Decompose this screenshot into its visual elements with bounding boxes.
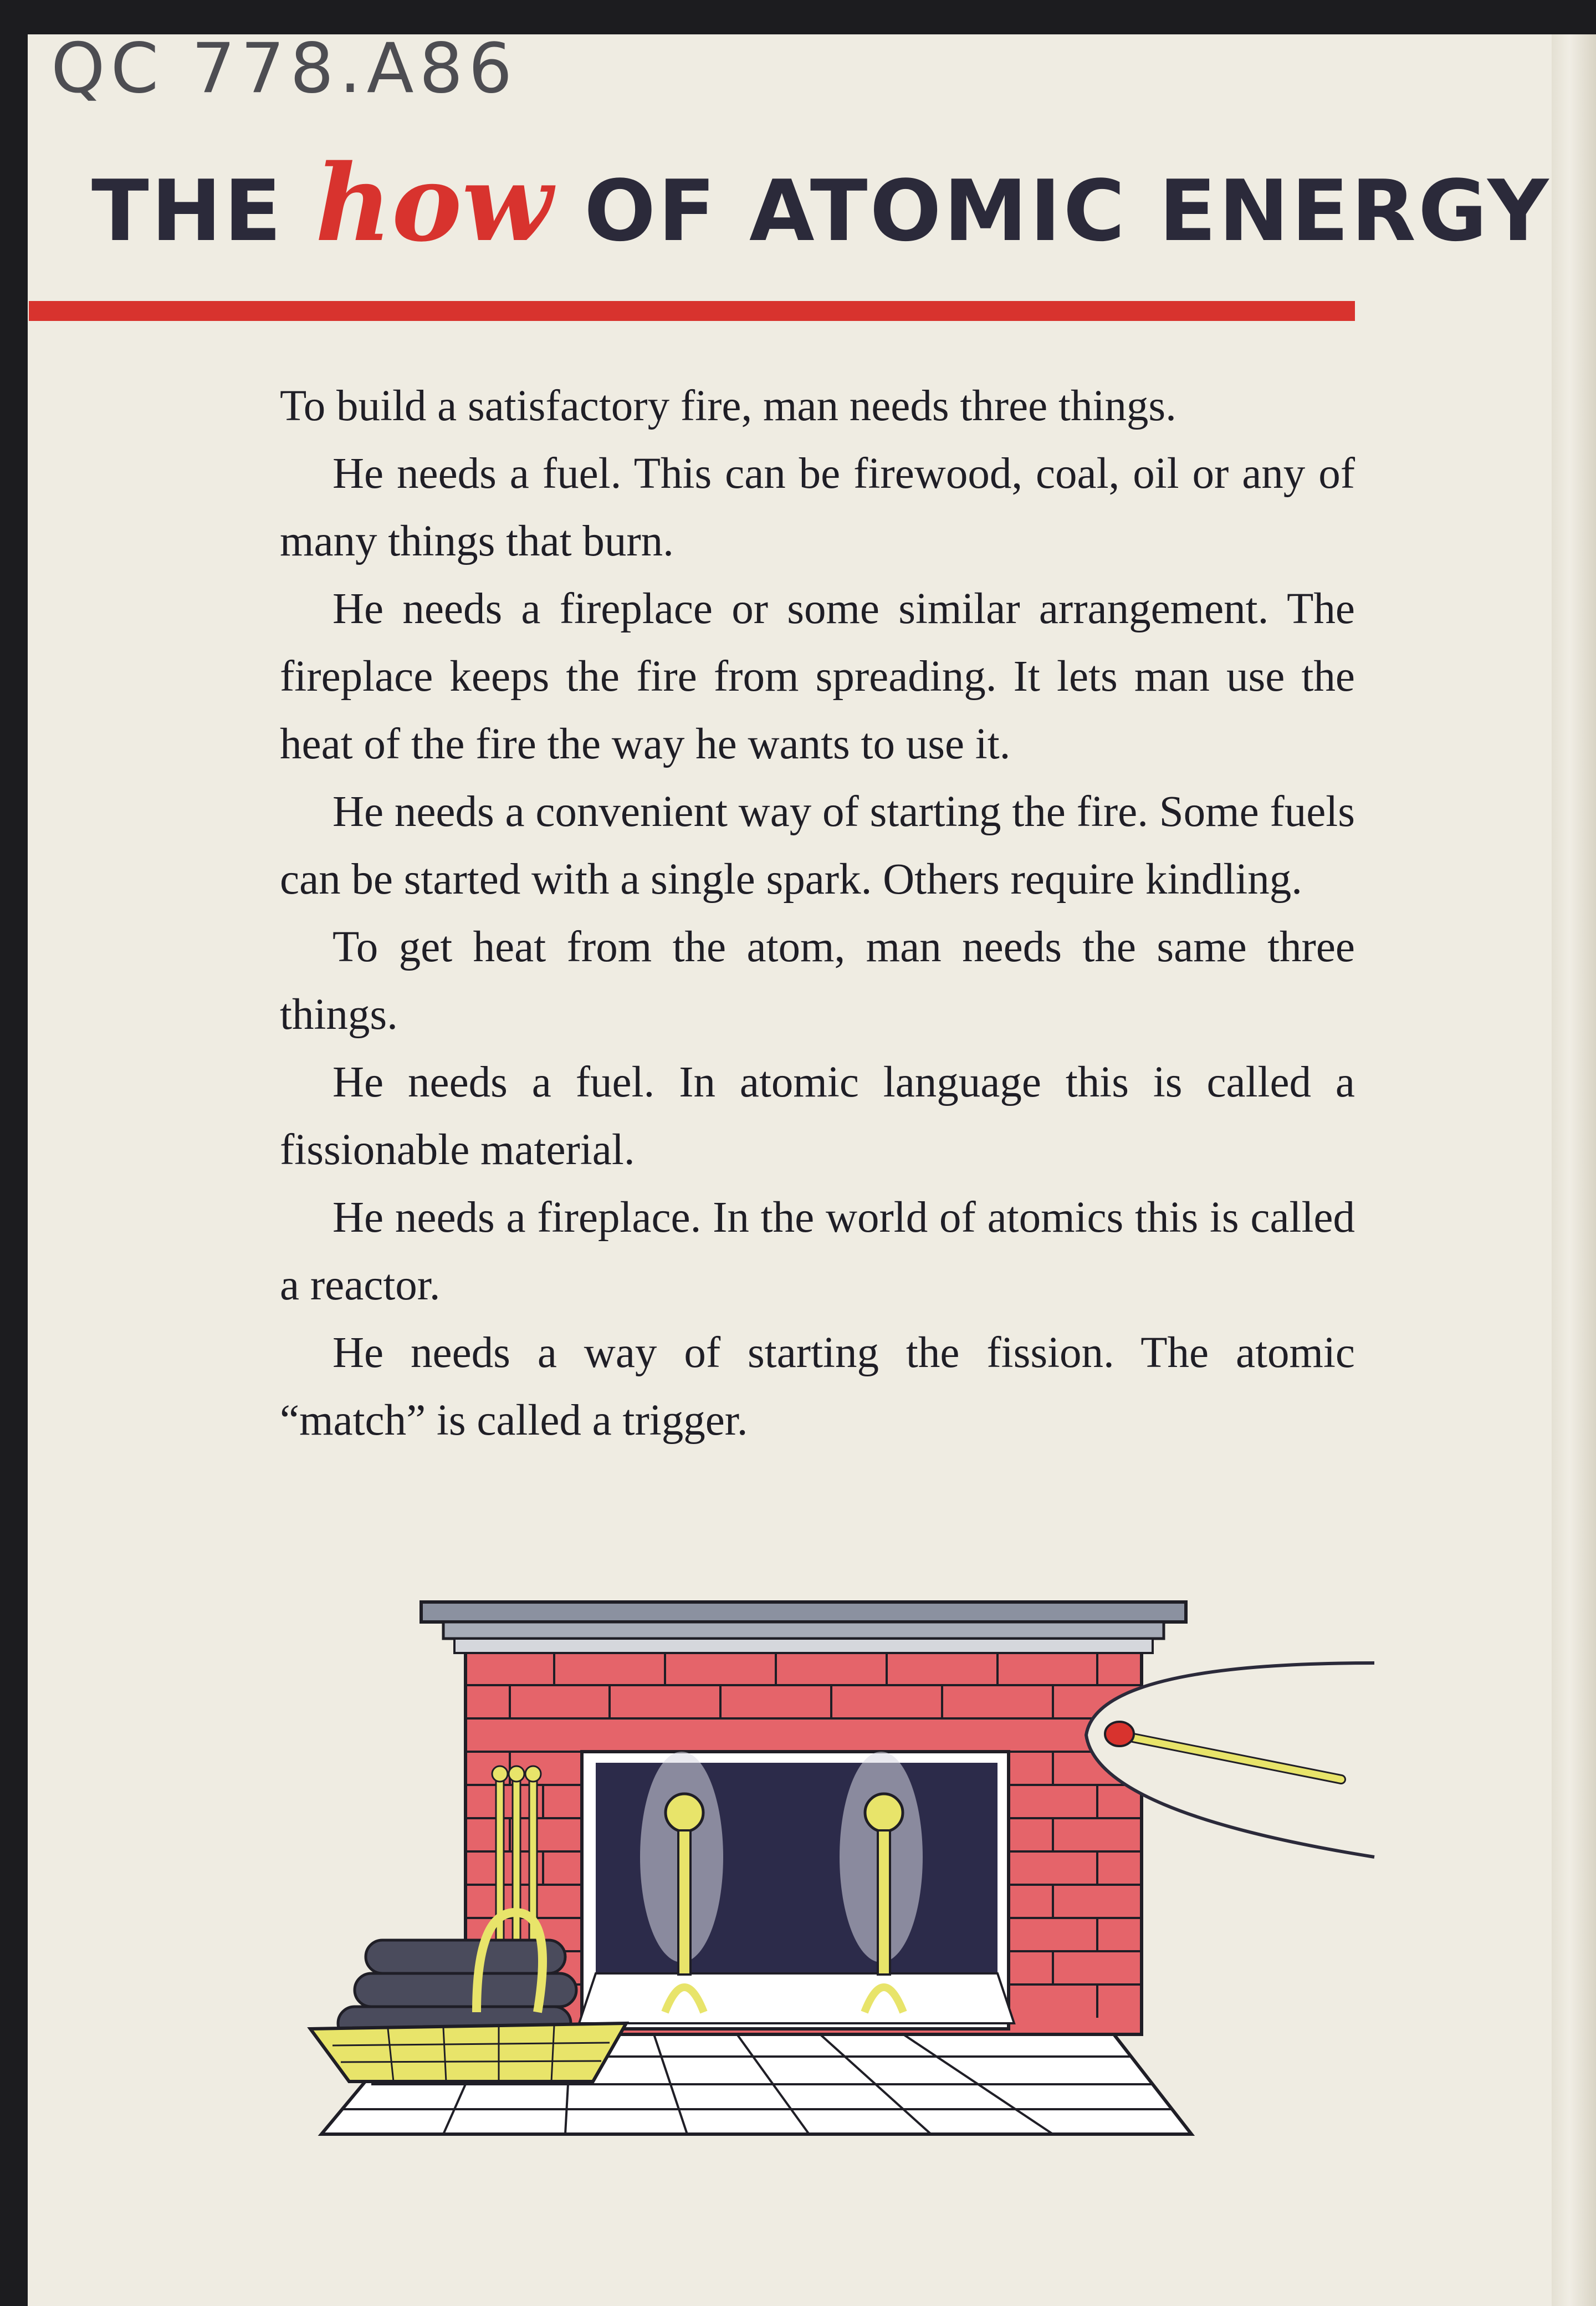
paragraph: He needs a convenient way of starting the fire. Some fuels can be started with a single spark. Others require kindling. xyxy=(280,788,1355,904)
firebox xyxy=(579,1752,1014,2029)
paragraph: He needs a fireplace or some similar arrangement. The fireplace keeps the fire from spreading. It lets man use the heat of the fire the way he wants to use it. xyxy=(280,585,1355,768)
mantel xyxy=(421,1602,1186,1653)
paragraph: He needs a fuel. This can be firewood, coal, oil or any of many things that burn. xyxy=(280,450,1355,565)
title-prefix: THE xyxy=(91,162,284,260)
title-suffix: OF ATOMIC ENERGY xyxy=(584,162,1551,260)
paragraph: To build a satisfactory fire, man needs three things. xyxy=(280,382,1176,430)
paragraph: He needs a way of starting the fission. The atomic “match” is called a trigger. xyxy=(280,1329,1355,1445)
fireplace-illustration xyxy=(277,1580,1385,2190)
paragraph: He needs a fireplace. In the world of atomics this is called a reactor. xyxy=(280,1193,1355,1309)
page-spine xyxy=(1552,34,1596,2306)
body-text xyxy=(280,373,1355,1455)
title-underline-rule xyxy=(29,301,1355,321)
title-emphasis: how xyxy=(315,141,553,265)
paragraph: He needs a fuel. In atomic language this is called a fissionable material. xyxy=(280,1058,1355,1174)
paragraph: To get heat from the atom, man needs the same three things. xyxy=(280,923,1355,1039)
page-title xyxy=(91,141,1551,265)
call-number-handwritten: QC 778.A86 xyxy=(51,29,518,109)
